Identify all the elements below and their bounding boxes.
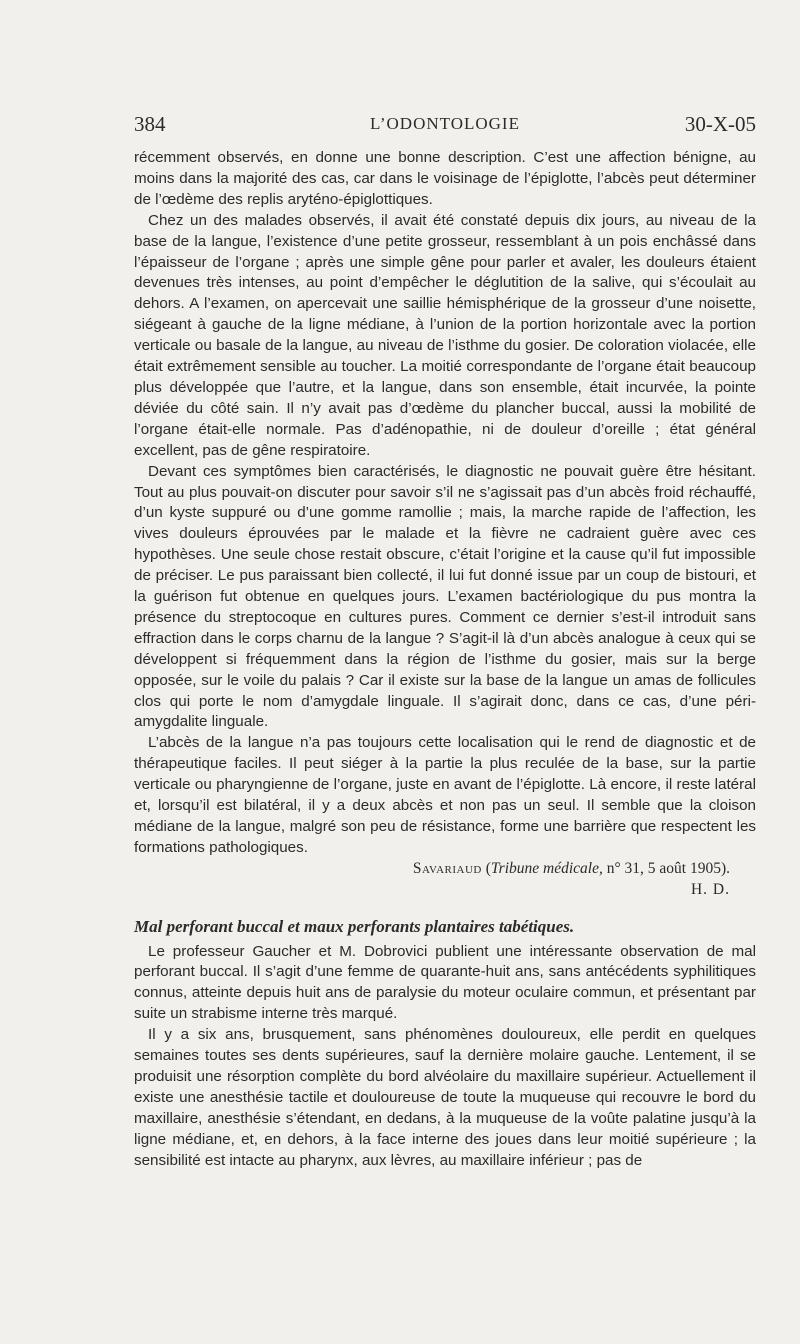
running-head	[134, 112, 756, 142]
paragraph: récemment observés, en donne une bonne description. C’est une affection bénigne, au moins dans la majorité des cas, car dans le voisinage de l’épiglotte, l’abcès peut déterminer de l’œdème des replis aryténo-épiglottiques.	[134, 149, 756, 208]
page-number: 384	[134, 112, 166, 136]
article-body	[134, 148, 756, 1172]
citation-journal: Tribune médicale,	[490, 859, 603, 877]
paragraph: L’abcès de la langue n’a pas toujours cette localisation qui le rend de diagnostic et de thérapeutique faciles. Il peut siéger à la partie la plus reculée de la base, sur la partie verticale ou pharyngienne de l’organe, juste en avant de l’épiglotte. Là encore, il reste latéral et, lorsqu’il est bilatéral, il y a deux abcès et non pas un seul. Il semble que la cloison médiane de la langue, malgré son peu de résistance, forme une barrière que respectent les formations pathologiques.	[134, 734, 756, 856]
section-title: Mal perforant buccal et maux perforants plantaires tabétiques.	[134, 916, 575, 936]
paragraph: Chez un des malades observés, il avait été constaté depuis dix jours, au niveau de la base de la langue, l’existence d’une petite grosseur, ressemblant à un pois enchâssé dans l’épaisseur de l’organe ; après une simple gêne pour parler et avaler, les douleurs étaient devenues très intenses, au point d’empêcher le déglutition de la salive, qui s’écoulait au dehors. A l’examen, on apercevait une saillie hémisphérique de la grosseur d’une noisette, siégeant à gauche de la ligne médiane, à l’union de la portion horizontale avec la portion verticale ou basale de la langue, au niveau de l’isthme du gosier. De coloration violacée, elle était extrêmement sensible au toucher. La moitié correspondante de l’organe était beaucoup plus développée que l’autre, et la langue, dans son ensemble, était incurvée, la pointe déviée du côté sain. Il n’y avait pas d’œdème du plancher buccal, aussi la mobilité de l’organe était-elle normale. Pas d’adénopathie, ni de douleur d’oreille ; état général excellent, pas de gêne respiratoire.	[134, 211, 756, 459]
citation: Savariaud (Tribune médicale, n° 31, 5 août 1905).	[412, 859, 730, 877]
paragraph: Il y a six ans, brusquement, sans phénomènes douloureux, elle perdit en quelques semaines toutes ses dents supérieures, sauf la dernière molaire gauche. Lentement, il se produisit une résorption complète du bord alvéolaire du maxillaire supérieur. Actuellement il existe une anesthésie tactile et douloureuse de toute la muqueuse qui recouvre le bord du maxillaire, anesthésie s’étendant, en dedans, à la muqueuse de la voûte palatine jusqu’à la ligne médiane, et, en dehors, à la face interne des joues dans leur moitié supérieure ; la sensibilité est intacte au pharynx, aux lèvres, au maxillaire inférieur ; pas de	[134, 1026, 756, 1169]
issue-date: 30-X-05	[684, 112, 756, 136]
paragraph: Devant ces symptômes bien caractérisés, le diagnostic ne pouvait guère être hésitant. Tout au plus pouvait-on discuter pour savoir s’il ne s’agissait pas d’un abcès froid réchauffé, d’un kyste suppuré ou d’une gomme ramollie ; mais, la marche rapide de l’affection, les vives douleurs éprouvées par le malade et la fièvre ne cadraient guère avec ces hypothèses. Une seule chose restait obscure, c’était l’origine et la cause qu’il fut impossible de préciser. Le pus paraissant bien collecté, il lui fut donné issue par un coup de bistouri, et la guérison fut obtenue en quelques jours. L’examen bactériologique du pus montra la présence du streptocoque en cultures pures. Comment ce dernier s’est-il introduit sans effraction dans le corps charnu de la langue ? S’agit-il là d’un abcès analogue à ceux qui se développent si fréquemment dans la région de l’isthme du gosier, mais sur la berge opposée, sur le voile du palais ? Car il existe sur la base de la langue un amas de follicules clos qui porte le nom d’amygdale linguale. Il s’agirait donc, dans ce cas, d’une péri-amygdalite linguale.	[134, 462, 756, 731]
paragraph: Le professeur Gaucher et M. Dobrovici publient une intéressante observation de mal perforant buccal. Il s’agit d’une femme de quarante-huit ans, sans antécédents syphilitiques connus, atteinte depuis huit ans de paralysie du moteur oculaire commun, et présentant par suite un strabisme interne très marqué.	[134, 942, 756, 1023]
author-initials: H. D.	[690, 880, 730, 898]
citation-details: n° 31, 5 août 1905).	[606, 859, 730, 877]
journal-title: L’ODONTOLOGIE	[370, 114, 520, 133]
citation-author: Savariaud	[412, 859, 482, 877]
